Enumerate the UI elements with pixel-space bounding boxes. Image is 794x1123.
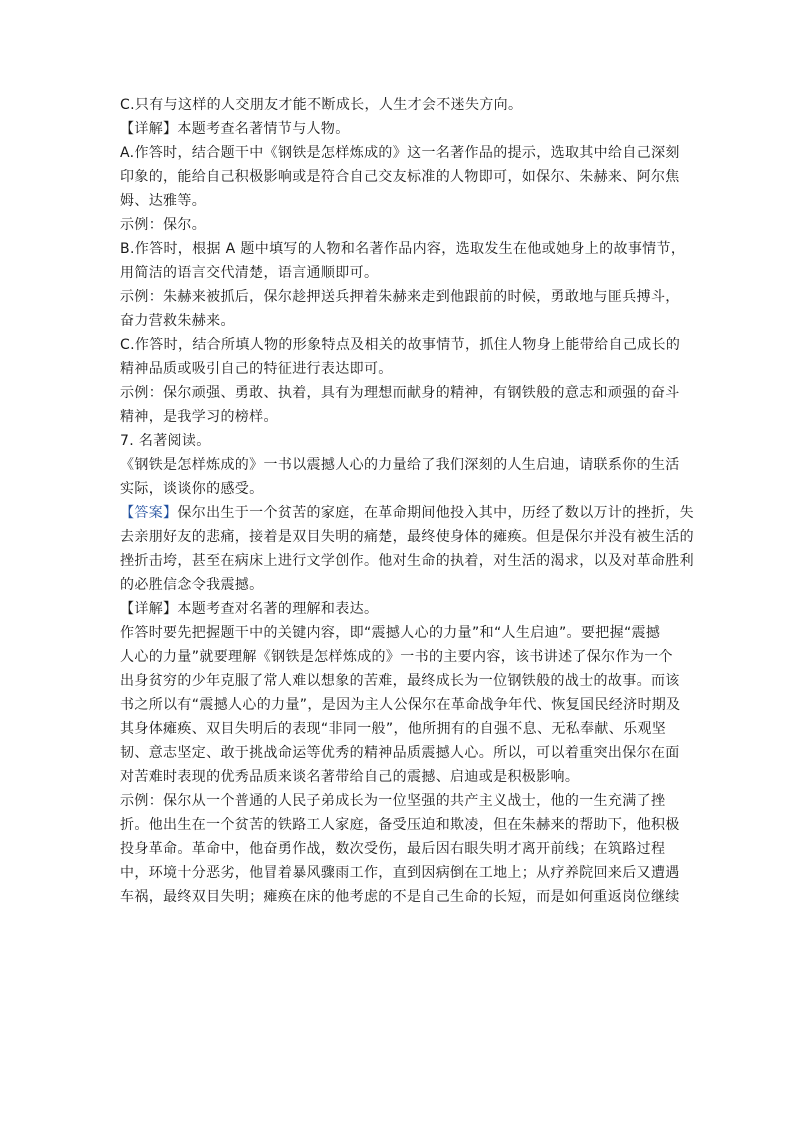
text-line: 投身革命。革命中，他奋勇作战，数次受伤，最后因右眼失明才离开前线；在筑路过程: [120, 841, 666, 857]
document-body: [120, 93, 695, 909]
text-line: 示例：保尔从一个普通的人民子弟成长为一位坚强的共产主义战士，他的一生充满了挫: [120, 793, 666, 809]
text-line: 对苦难时表现的优秀品质来谈名著带给自己的震撼、启迪或是积极影响。: [120, 769, 580, 785]
text-line: 用简洁的语言交代清楚，语言通顺即可。: [120, 265, 379, 281]
text-line: 示例：保尔顽强、勇敢、执着，具有为理想而献身的精神，有钢铁般的意志和顽强的奋斗: [120, 385, 680, 401]
text-line: C.作答时，结合所填人物的形象特点及相关的故事情节，抓住人物身上能带给自己成长的: [120, 337, 681, 353]
text-line: 出身贫穷的少年克服了常人难以想象的苦难，最终成长为一位钢铁般的战士的故事。而该: [120, 673, 680, 689]
text-line: 【答案】保尔出生于一个贫苦的家庭，在革命期间他投入其中，历经了数以万计的挫折，失: [120, 505, 695, 521]
text-line: 精神，是我学习的榜样。: [120, 409, 278, 425]
text-line: 的必胜信念令我震撼。: [120, 577, 264, 593]
text-line: 姆、达雅等。: [120, 193, 207, 209]
text-line: 其身体瘫痪、双目失明后的表现“非同一般”，他所拥有的自强不息、无私奉献、乐观坚: [120, 721, 667, 737]
text-line: 示例：保尔。: [120, 217, 207, 233]
text-line: 示例：朱赫来被抓后，保尔趁押送兵押着朱赫来走到他跟前的时候，勇敢地与匪兵搏斗，: [120, 289, 680, 305]
text-line: 中，环境十分恶劣，他冒着暴风骤雨工作，直到因病倒在工地上；从疗养院回来后又遭遇: [120, 865, 680, 881]
section-tag: 【详解】: [120, 121, 178, 137]
text-line: 去亲朋好友的悲痛，接着是双目失明的痛楚，最终使身体的瘫痪。但是保尔并没有被生活的: [120, 529, 694, 545]
text-line: 人心的力量”就要理解《钢铁是怎样炼成的》一书的主要内容，该书讲述了保尔作为一个: [120, 649, 673, 665]
text-line: B.作答时，根据 A 题中填写的人物和名著作品内容，选取发生在他或她身上的故事情节，: [120, 241, 686, 257]
text-line: 车祸，最终双目失明；瘫痪在床的他考虑的不是自己生命的长短，而是如何重返岗位继续: [120, 889, 680, 905]
text-line: 【详解】本题考查名著情节与人物。: [120, 121, 350, 137]
text-line: 实际，谈谈你的感受。: [120, 481, 264, 497]
text-line: 《钢铁是怎样炼成的》一书以震撼人心的力量给了我们深刻的人生启迪，请联系你的生活: [120, 457, 680, 473]
answer-tag: 【答案】: [120, 505, 178, 521]
text-line: A.作答时，结合题干中《钢铁是怎样炼成的》这一名著作品的提示，选取其中给自己深刻: [120, 145, 680, 161]
text-line: 印象的，能给自己积极影响或是符合自己交友标准的人物即可，如保尔、朱赫来、阿尔焦: [120, 169, 680, 185]
text-line: 【详解】本题考查对名著的理解和表达。: [120, 601, 379, 617]
text-line: 精神品质或吸引自己的特征进行表达即可。: [120, 361, 393, 377]
section-tag: 【详解】: [120, 601, 178, 617]
text-line: 挫折击垮，甚至在病床上进行文学创作。他对生命的执着，对生活的渴求，以及对革命胜利: [120, 553, 694, 569]
text-line: 作答时要先把握题干中的关键内容，即“震撼人心的力量”和“人生启迪”。要把握“震撼: [120, 625, 661, 641]
question-title: 7. 名著阅读。: [120, 433, 211, 449]
text-line: C.只有与这样的人交朋友才能不断成长，人生才会不迷失方向。: [120, 97, 523, 113]
text-line: 折。他出生在一个贫苦的铁路工人家庭，备受压迫和欺凌，但在朱赫来的帮助下，他积极: [120, 817, 680, 833]
text-line: 奋力营救朱赫来。: [120, 313, 235, 329]
text-line: 书之所以有“震撼人心的力量”，是因为主人公保尔在革命战争年代、恢复国民经济时期及: [120, 697, 681, 713]
text-line: 韧、意志坚定、敢于挑战命运等优秀的精神品质震撼人心。所以，可以着重突出保尔在面: [120, 745, 680, 761]
